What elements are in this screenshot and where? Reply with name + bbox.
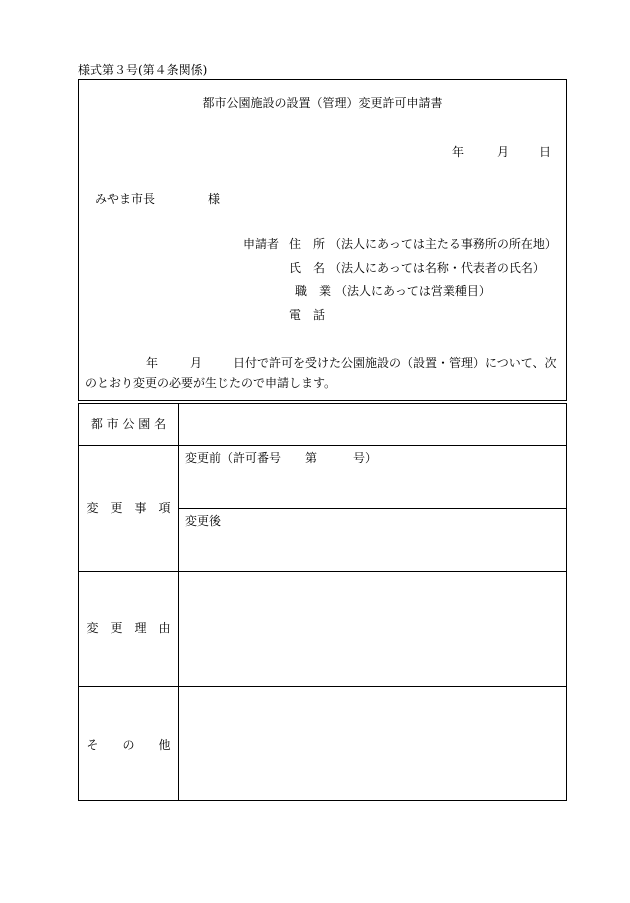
addressee-name: みやま市長 (95, 192, 156, 206)
body-year: 年 (146, 356, 159, 370)
park-name-label: 都 市 公 園 名 (90, 417, 167, 431)
phone-label: 電 話 (289, 308, 326, 322)
before-change-label: 変更前（許可番号 第 号） (185, 451, 378, 465)
before-after-divider (179, 508, 566, 509)
change-reason-label: 変 更 理 由 (86, 621, 171, 635)
date-year: 年 (452, 145, 465, 159)
form-number: 様式第３号(第４条関係) (78, 63, 208, 77)
applicant-label: 申請者 (243, 237, 280, 251)
address-label: 住 所 (289, 237, 326, 251)
other-label: そ の 他 (86, 738, 171, 752)
after-change-label: 変更後 (185, 514, 222, 528)
name-note: （法人にあっては名称・代表者の氏名） (329, 261, 545, 275)
occupation-label: 職 業 (295, 284, 332, 298)
table-column-divider (178, 404, 179, 800)
body-line2: のとおり変更の必要が生じたので申請します。 (85, 376, 337, 390)
document-title: 都市公園施設の設置（管理）変更許可申請書 (202, 96, 443, 110)
change-items-label: 変 更 事 項 (86, 501, 171, 515)
name-label: 氏 名 (289, 261, 326, 275)
row-divider-2 (79, 571, 566, 572)
date-month: 月 (497, 145, 510, 159)
change-details-table (78, 403, 567, 801)
occupation-note: （法人にあっては営業種目） (335, 284, 491, 298)
row-divider-1 (79, 445, 566, 446)
row-divider-3 (79, 686, 566, 687)
date-day: 日 (539, 145, 552, 159)
address-note: （法人にあっては主たる事務所の所在地） (329, 237, 557, 251)
application-header-frame (78, 79, 567, 401)
addressee-honorific: 様 (208, 192, 221, 206)
body-line1-rest: 日付で許可を受けた公園施設の（設置・管理）について、次 (233, 356, 557, 370)
body-month: 月 (190, 356, 203, 370)
